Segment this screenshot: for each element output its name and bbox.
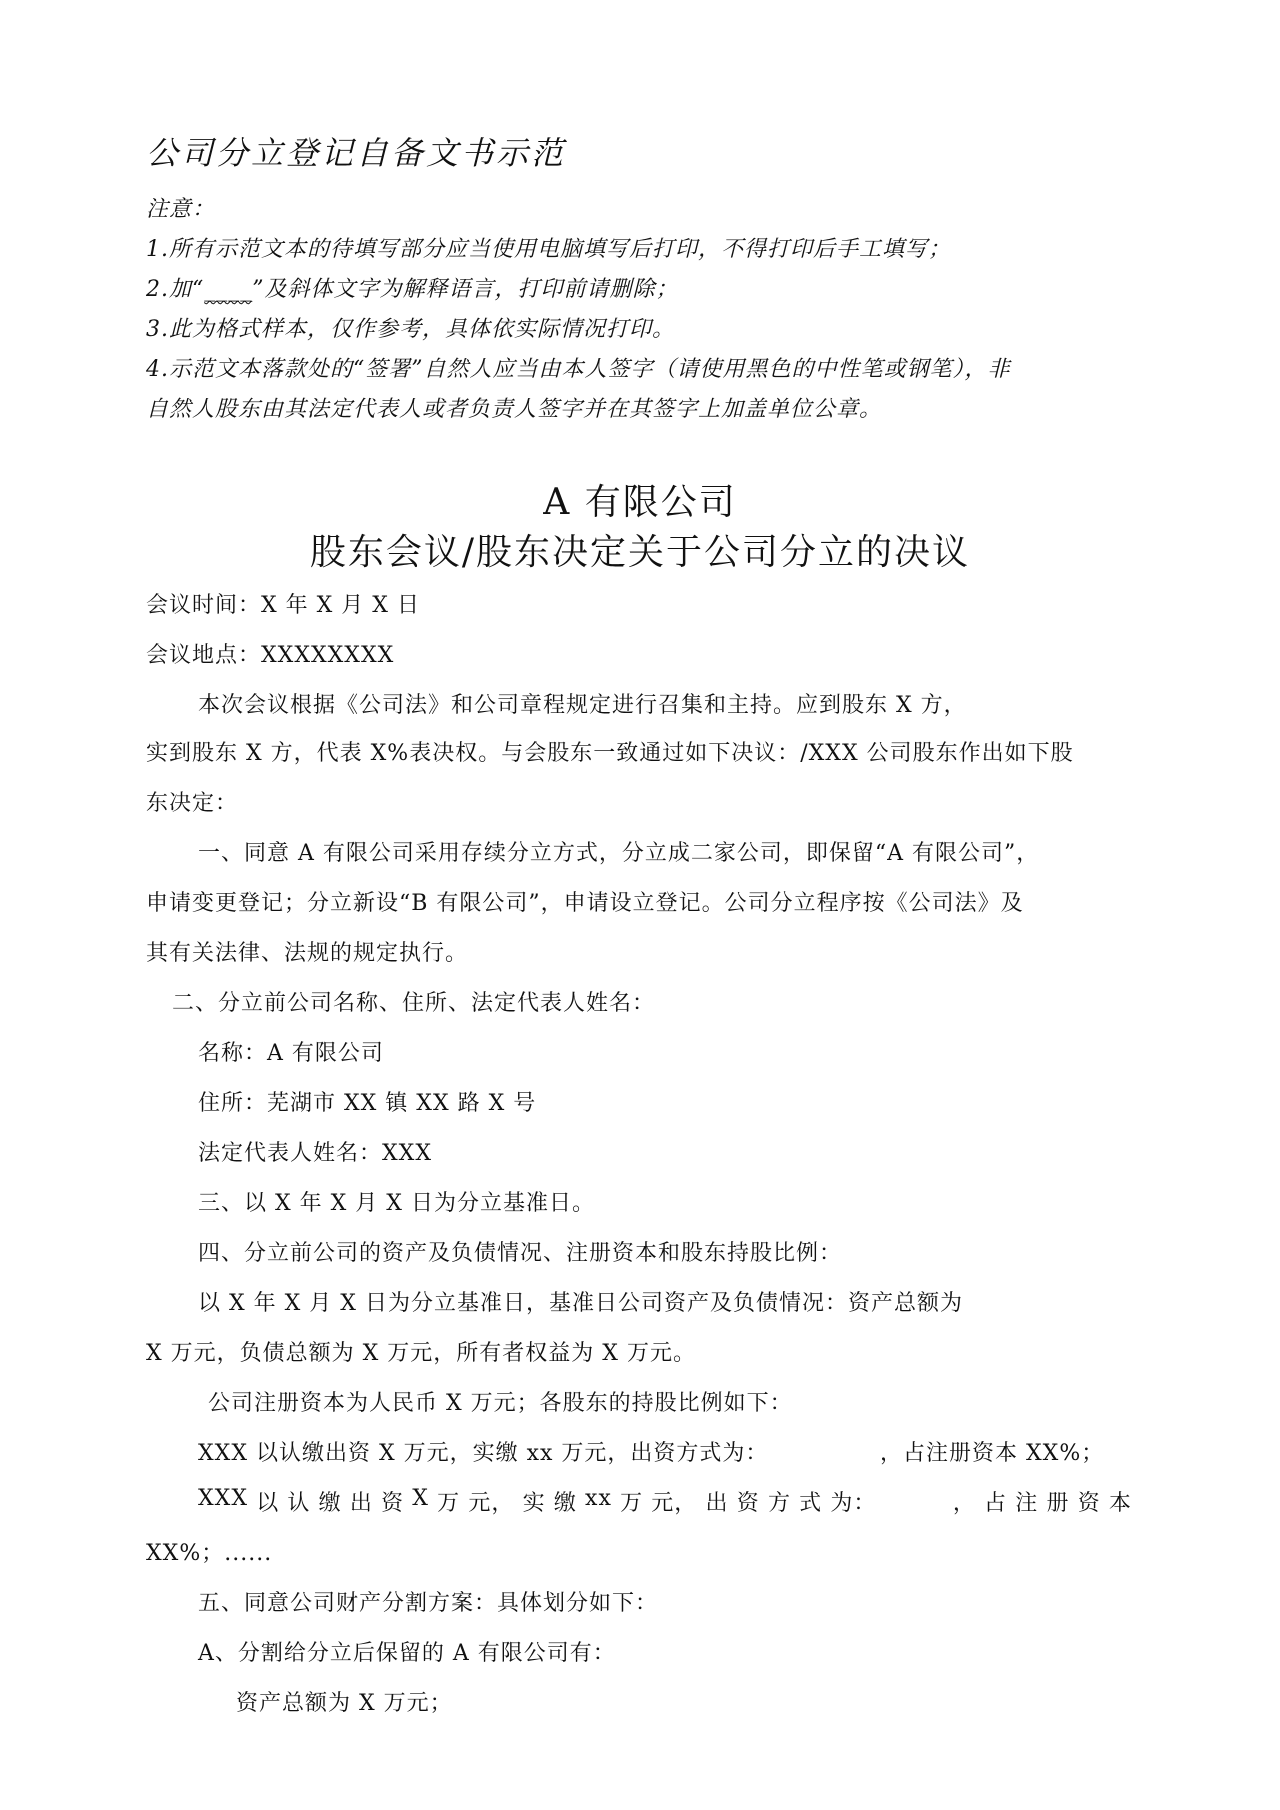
shareholder-2-word: 册 [1046,1491,1070,1516]
shareholder-2-word: 万 [437,1491,461,1516]
item-2-heading: 二、分立前公司名称、住所、法定代表人姓名： [172,991,656,1016]
shareholder-2-word: 缴 [318,1491,342,1516]
shareholder-2-word: 资 [736,1491,760,1516]
shareholder-2-word: 以 [256,1491,280,1516]
shareholder-2-word: X [412,1486,429,1511]
item-1-line-1: 一、同意 A 有限公司采用存续分立方式，分立成二家公司，即保留“A 有限公司”， [198,841,1040,866]
item-2-company-name: 名称：A 有限公司 [198,1041,384,1066]
document-resolution-title: 股东会议/股东决定关于公司分立的决议 [309,532,971,573]
item-5-part-a-assets: 资产总额为 X 万元； [236,1691,453,1716]
intro-line-3: 东决定： [146,791,239,816]
intro-line-1: 本次会议根据《公司法》和公司章程规定进行召集和主持。应到股东 X 方， [198,693,967,718]
shareholder-2-word: 本 [1108,1491,1132,1516]
shareholder-1-share-ratio: ，占注册资本 XX%； [880,1441,1105,1466]
shareholder-2-word: 元， [651,1491,698,1516]
shareholder-2-word: 万 [620,1491,644,1516]
item-4-heading: 四、分立前公司的资产及负债情况、注册资本和股东持股比例： [198,1241,843,1266]
shareholder-2-word: 方 [767,1491,791,1516]
notice-item-2 [146,272,679,303]
notice-title: 公司分立登记自备文书示范 [146,134,567,172]
item-1-line-2: 申请变更登记；分立新设“B 有限公司”，申请设立登记。公司分立程序按《公司法》及 [146,891,1024,916]
meeting-place: 会议地点：XXXXXXXX [146,643,395,668]
item-5-part-a: A、分割给分立后保留的 A 有限公司有： [198,1641,616,1666]
shareholder-2-word: 出 [705,1491,729,1516]
shareholder-2-word: 占 [984,1491,1008,1516]
item-2-company-address: 住所：芜湖市 XX 镇 XX 路 X 号 [198,1091,537,1116]
shareholder-2-word: 实 [522,1491,546,1516]
shareholder-2-word: 为： [830,1491,877,1516]
item-4-assets-line-1: 以 X 年 X 月 X 日为分立基准日，基准日公司资产及负债情况：资产总额为 [198,1291,963,1316]
document-company-title: A 有限公司 [543,482,737,523]
shareholder-2-word: 缴 [553,1491,577,1516]
notice-item-4-line-2: 自然人股东由其法定代表人或者负责人签字并在其签字上加盖单位公章。 [146,397,883,422]
meeting-time: 会议时间：X 年 X 月 X 日 [146,593,420,618]
shareholder-2-word: XXX [198,1486,248,1511]
shareholder-2-word: 出 [349,1491,373,1516]
notice-item-3: 3.此为格式样本，仅作参考，具体依实际情况打印。 [146,317,675,342]
item-2-legal-representative: 法定代表人姓名：XXX [198,1141,432,1166]
intro-line-2: 实到股东 X 方，代表 X%表决权。与会股东一致通过如下决议：/XXX 公司股东作出如下股 [146,741,1074,766]
shareholder-2-word: 式 [799,1491,823,1516]
shareholder-2-word: 元， [468,1491,515,1516]
fill-blank-marker: ____ [204,277,253,302]
shareholder-2-contribution [198,1486,1132,1517]
notice-item-2-after: ”及斜体文字为解释语言，打印前请删除； [252,277,679,302]
item-1-line-3: 其有关法律、法规的规定执行。 [146,941,469,966]
notice-item-4-line-1: 4.示范文本落款处的“签署”自然人应当由本人签字（请使用黑色的中性笔或钢笔），非 [146,357,1011,382]
item-4-registered-capital: 公司注册资本为人民币 X 万元；各股东的持股比例如下： [208,1391,793,1416]
shareholder-2-word: xx [585,1486,612,1511]
shareholder-2-word: 注 [1015,1491,1039,1516]
notice-heading: 注意： [146,197,216,222]
shareholder-2-word: 认 [287,1491,311,1516]
shareholder-1-contribution: XXX 以认缴出资 X 万元，实缴 xx 万元，出资方式为： [198,1441,769,1466]
item-3-base-date: 三、以 X 年 X 月 X 日为分立基准日。 [198,1191,595,1216]
notice-item-1: 1.所有示范文本的待填写部分应当使用电脑填写后打印，不得打印后手工填写； [146,237,951,262]
shareholder-2-word: ， [952,1491,976,1516]
shareholder-2-word [885,1486,945,1517]
shareholder-2-word: 资 [1077,1491,1101,1516]
item-4-assets-line-2: X 万元，负债总额为 X 万元，所有者权益为 X 万元。 [146,1341,696,1366]
shareholder-2-word: 资 [381,1491,405,1516]
item-5-heading: 五、同意公司财产分割方案：具体划分如下： [198,1591,659,1616]
notice-item-2-before: 2.加“ [146,277,205,302]
shareholder-2-share-ratio: XX%；...... [146,1541,273,1566]
